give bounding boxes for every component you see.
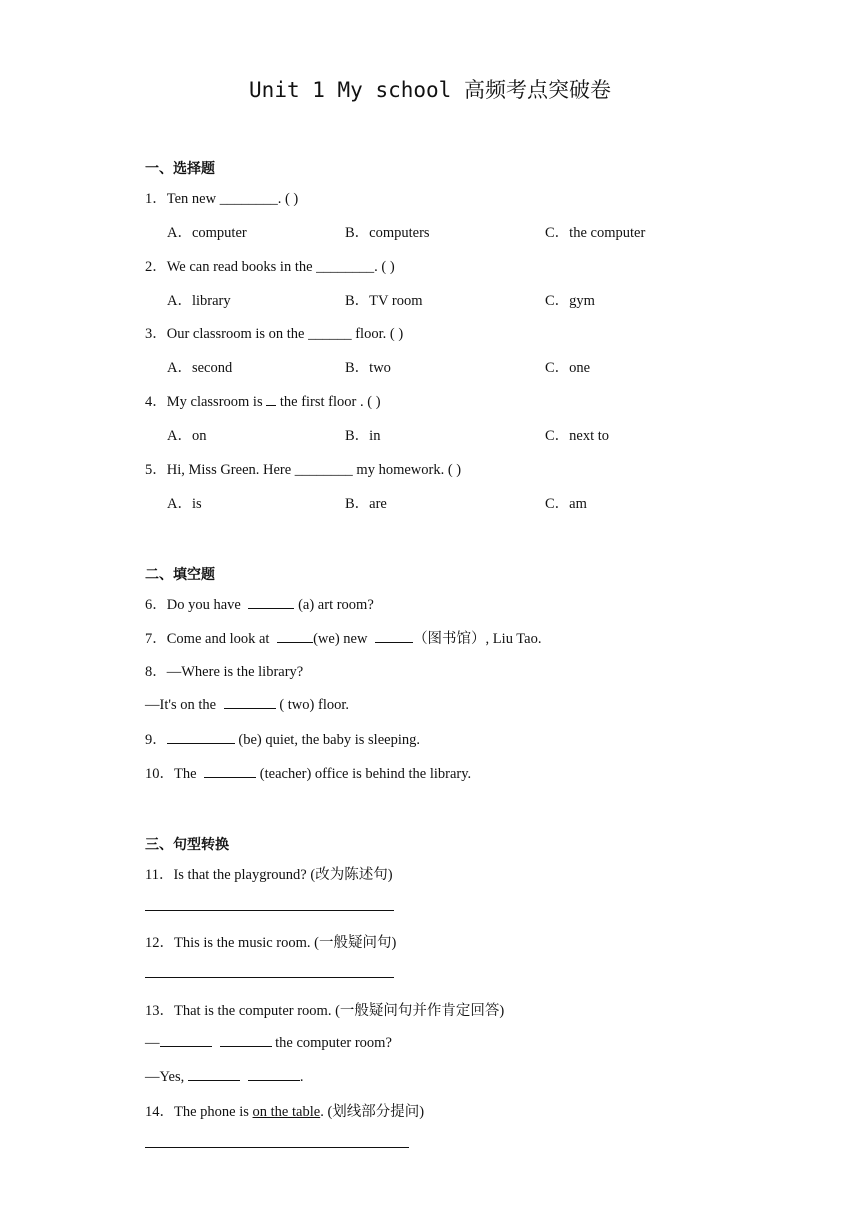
question-3: 3．Our classroom is on the ______ floor. ( ): [145, 326, 404, 342]
q4-blank[interactable]: [266, 391, 276, 406]
q4-stem-start: 4．My classroom is: [145, 394, 267, 410]
q1-option-b: B．computers: [345, 225, 430, 241]
question-11: 11．Is that the playground? (改为陈述句): [145, 867, 393, 883]
q13-question-end: the computer room?: [271, 1035, 392, 1051]
question-8-line-2: [145, 694, 349, 714]
q8-blank[interactable]: [224, 694, 276, 709]
question-5: 5．Hi, Miss Green. Here ________ my homework. ( ): [145, 462, 462, 478]
section-heading-choice: 一、选择题: [145, 161, 215, 177]
q7-blank-2[interactable]: [375, 628, 413, 643]
q7-start: 7．Come and look at: [145, 631, 274, 647]
question-7: [145, 627, 541, 648]
q13-answer-line: [145, 1066, 303, 1086]
q7-blank-1[interactable]: [277, 628, 313, 643]
section-heading-fill-blank: 二、填空题: [145, 567, 215, 583]
q8-end: ( two) floor.: [275, 697, 349, 713]
question-14: [145, 1100, 424, 1121]
q3-option-b: B．two: [345, 360, 391, 376]
q11-answer-line[interactable]: [145, 910, 394, 911]
q2-option-a: A．library: [167, 293, 231, 309]
question-8-line-1: 8．—Where is the library?: [145, 664, 304, 680]
q1-option-a: A．computer: [167, 225, 247, 241]
q13-dash: —: [145, 1035, 160, 1051]
question-6: [145, 593, 374, 614]
q7-end: （图书馆）, Liu Tao.: [413, 631, 542, 647]
q4-stem-end: the first floor . ( ): [276, 394, 381, 410]
q10-end: (teacher) office is behind the library.: [256, 766, 472, 782]
q9-number: 9．: [145, 732, 167, 748]
q14-answer-line[interactable]: [145, 1147, 409, 1148]
q5-option-c: C．am: [545, 496, 587, 512]
question-13: 13．That is the computer room. (一般疑问句并作肯定回答): [145, 1003, 505, 1019]
q6-start: 6．Do you have: [145, 597, 245, 613]
page-title: Unit 1 My school 高频考点突破卷: [249, 78, 611, 102]
q13-answer-start: —Yes,: [145, 1069, 188, 1085]
question-9: [145, 728, 420, 749]
q10-blank[interactable]: [204, 763, 256, 778]
q1-option-c: C．the computer: [545, 225, 646, 241]
question-1: 1．Ten new ________. ( ): [145, 191, 299, 207]
q6-end: (a) art room?: [294, 597, 374, 613]
question-4: [145, 390, 381, 411]
q3-option-a: A．second: [167, 360, 233, 376]
q13-blank-1[interactable]: [160, 1032, 212, 1047]
q5-option-a: A．is: [167, 496, 202, 512]
q4-option-a: A．on: [167, 428, 207, 444]
q13-blank-4[interactable]: [248, 1066, 300, 1081]
q12-answer-line[interactable]: [145, 977, 394, 978]
section-heading-transform: 三、句型转换: [145, 837, 229, 853]
q13-blank-3[interactable]: [188, 1066, 240, 1081]
q5-option-b: B．are: [345, 496, 387, 512]
question-12: 12．This is the music room. (一般疑问句): [145, 935, 397, 951]
q3-option-c: C．one: [545, 360, 591, 376]
q6-blank[interactable]: [248, 594, 294, 609]
q13-question-line: [145, 1032, 392, 1052]
q14-end: . (划线部分提问): [320, 1104, 425, 1120]
q9-end: (be) quiet, the baby is sleeping.: [234, 732, 420, 748]
q8-start: —It's on the: [145, 697, 220, 713]
q2-option-b: B．TV room: [345, 293, 423, 309]
q4-option-b: B．in: [345, 428, 381, 444]
q2-option-c: C．gym: [545, 293, 595, 309]
question-2: 2．We can read books in the ________. ( ): [145, 259, 395, 275]
question-10: [145, 762, 471, 783]
q13-blank-2[interactable]: [220, 1032, 272, 1047]
q4-option-c: C．next to: [545, 428, 610, 444]
q7-middle: (we) new: [313, 631, 372, 647]
q9-blank[interactable]: [167, 729, 235, 744]
q14-underlined-phrase: on the table: [252, 1104, 321, 1120]
q14-start: 14．The phone is: [145, 1104, 253, 1120]
q13-answer-end: .: [299, 1069, 304, 1085]
q10-start: 10．The: [145, 766, 201, 782]
